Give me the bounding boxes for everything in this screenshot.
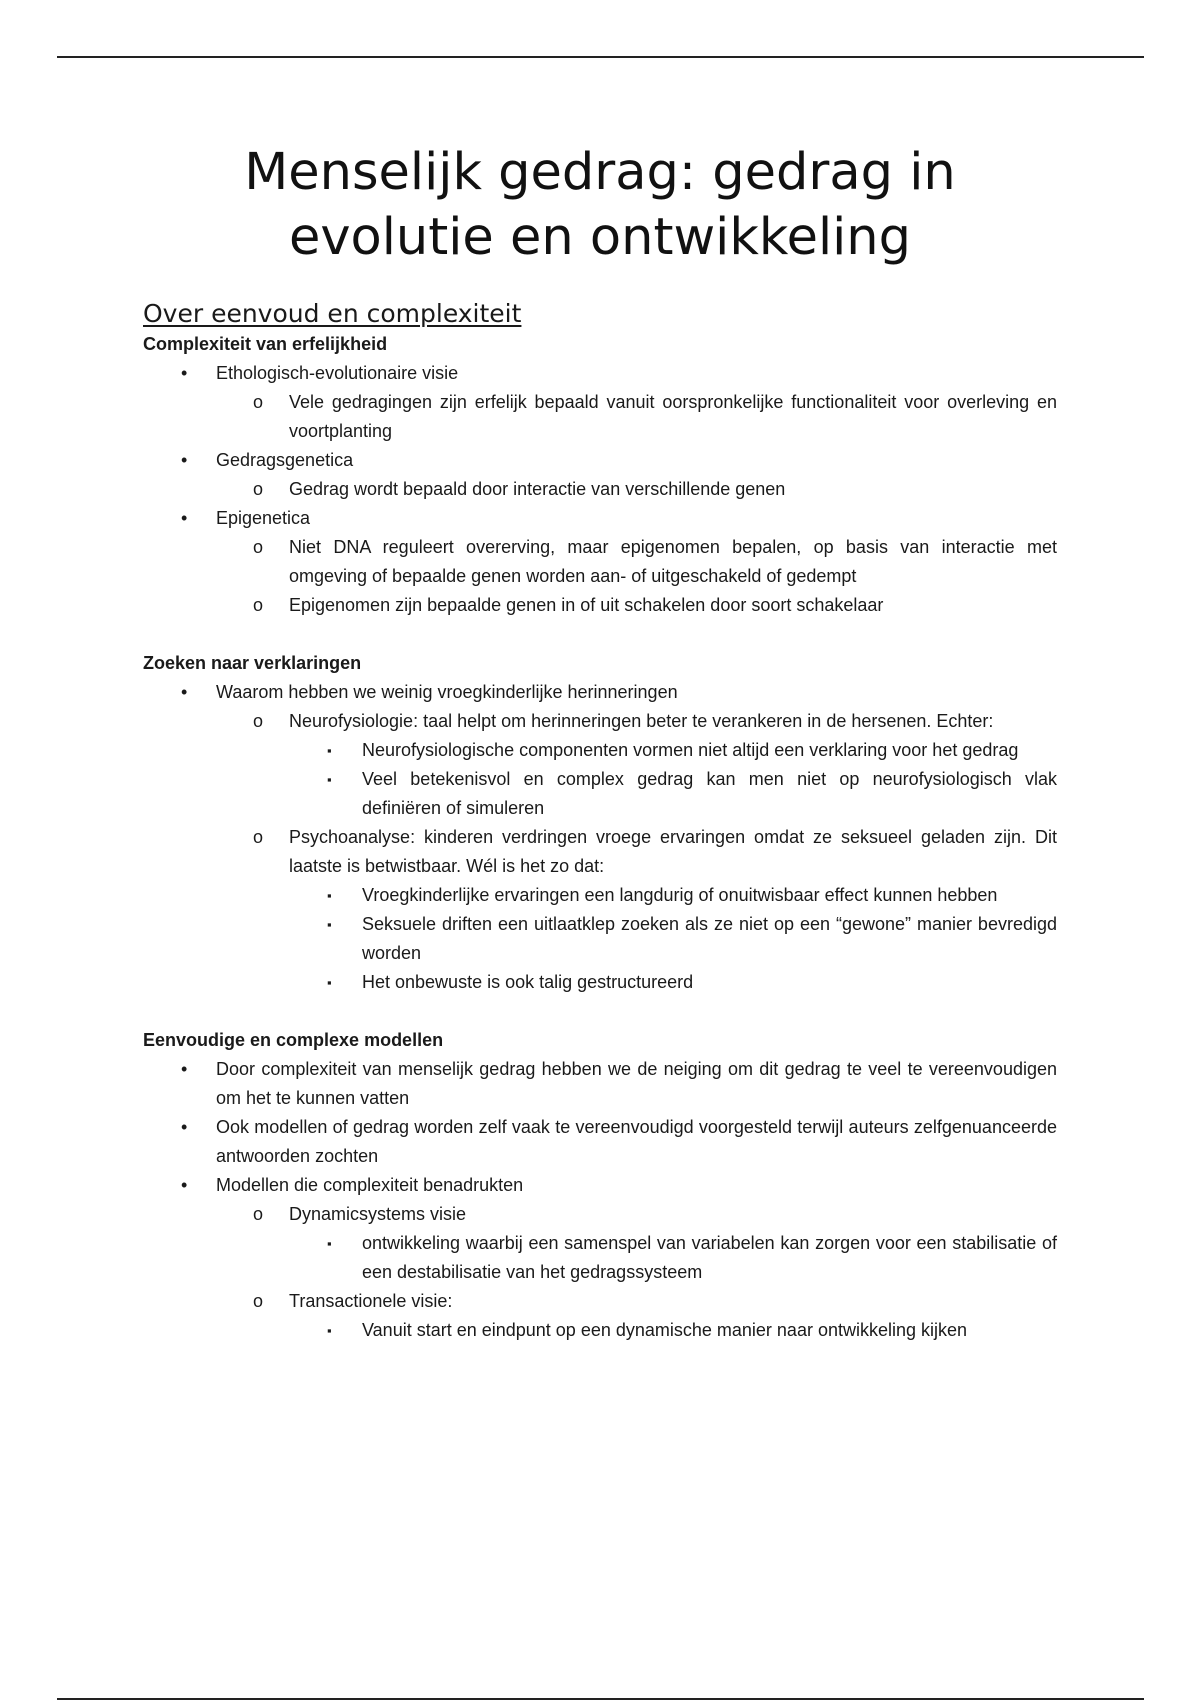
list-item-text: Ethologisch-evolutionaire visie bbox=[216, 363, 459, 383]
list-item-text: Epigenetica bbox=[216, 508, 311, 528]
sub-list bbox=[216, 1200, 1057, 1345]
list-item-text: Modellen die complexiteit benadrukten bbox=[216, 1175, 524, 1195]
list-item-text: Transactionele visie: bbox=[289, 1291, 453, 1311]
list-item bbox=[289, 1287, 1057, 1345]
sub-list bbox=[216, 475, 1057, 504]
list-item: ▪ Het onbewuste is ook talig gestructureerd bbox=[362, 968, 1057, 997]
bullet-list bbox=[143, 1055, 1057, 1345]
list-item bbox=[216, 359, 1057, 446]
sub-list bbox=[216, 388, 1057, 446]
section-heading: Over eenvoud en complexiteit bbox=[143, 299, 522, 328]
list-item: ▪ Neurofysiologische componenten vormen niet altijd een verklaring voor het gedrag bbox=[362, 736, 1057, 765]
list-item-text: Waarom hebben we weinig vroegkinderlijke herinneringen bbox=[216, 682, 678, 702]
list-item: ▪ ontwikkeling waarbij een samenspel van variabelen kan zorgen voor een stabilisatie of een destabilisatie van het gedragssysteem bbox=[362, 1229, 1057, 1287]
sub-sub-list bbox=[289, 881, 1057, 997]
list-item bbox=[289, 707, 1057, 823]
subsection-heading: Eenvoudige en complexe modellen bbox=[143, 1030, 444, 1050]
bullet-list bbox=[143, 359, 1057, 620]
list-item bbox=[289, 823, 1057, 997]
header-rule bbox=[57, 56, 1144, 58]
list-item bbox=[289, 1200, 1057, 1287]
subsection-heading: Complexiteit van erfelijkheid bbox=[143, 334, 388, 354]
list-item: ▪ Veel betekenisvol en complex gedrag kan men niet op neurofysiologisch vlak definiëren of simuleren bbox=[362, 765, 1057, 823]
bullet-list bbox=[143, 678, 1057, 997]
list-item-text: Dynamicsystems visie bbox=[289, 1204, 467, 1224]
sub-list bbox=[216, 707, 1057, 997]
list-item bbox=[216, 446, 1057, 504]
list-item-text: Psychoanalyse: kinderen verdringen vroege ervaringen omdat ze seksueel geladen zijn. Dit laatste is betwistbaar. Wél is het zo dat: bbox=[289, 827, 1057, 876]
list-item bbox=[216, 1171, 1057, 1345]
list-item bbox=[216, 678, 1057, 997]
list-item bbox=[216, 504, 1057, 620]
sub-sub-list bbox=[289, 1229, 1057, 1287]
list-item-text: Neurofysiologie: taal helpt om herinneringen beter te verankeren in de hersenen. Echter: bbox=[289, 711, 994, 731]
sub-list bbox=[216, 533, 1057, 620]
list-item: ▪ Vanuit start en eindpunt op een dynamische manier naar ontwikkeling kijken bbox=[362, 1316, 1057, 1345]
list-item: o Gedrag wordt bepaald door interactie van verschillende genen bbox=[289, 475, 1057, 504]
sub-sub-list bbox=[289, 736, 1057, 823]
subsection-heading: Zoeken naar verklaringen bbox=[143, 653, 362, 673]
list-item: • Door complexiteit van menselijk gedrag hebben we de neiging om dit gedrag te veel te vereenvoudigen om het te kunnen vatten bbox=[216, 1055, 1057, 1113]
list-item: ▪ Seksuele driften een uitlaatklep zoeken als ze niet op een “gewone” manier bevredigd worden bbox=[362, 910, 1057, 968]
list-item: o Vele gedragingen zijn erfelijk bepaald vanuit oorspronkelijke functionaliteit voor overleving en voortplanting bbox=[289, 388, 1057, 446]
document-title: Menselijk gedrag: gedrag in evolutie en ontwikkeling bbox=[244, 143, 956, 267]
list-item: o Niet DNA reguleert overerving, maar epigenomen bepalen, op basis van interactie met omgeving of bepaalde genen worden aan- of uitgeschakeld of gedempt bbox=[289, 533, 1057, 591]
document-body bbox=[143, 140, 1057, 1345]
list-item-text: Gedragsgenetica bbox=[216, 450, 354, 470]
sub-sub-list bbox=[289, 1316, 1057, 1345]
list-item: • Ook modellen of gedrag worden zelf vaak te vereenvoudigd voorgesteld terwijl auteurs zelfgenuanceerde antwoorden zochten bbox=[216, 1113, 1057, 1171]
list-item: o Epigenomen zijn bepaalde genen in of uit schakelen door soort schakelaar bbox=[289, 591, 1057, 620]
list-item: ▪ Vroegkinderlijke ervaringen een langdurig of onuitwisbaar effect kunnen hebben bbox=[362, 881, 1057, 910]
